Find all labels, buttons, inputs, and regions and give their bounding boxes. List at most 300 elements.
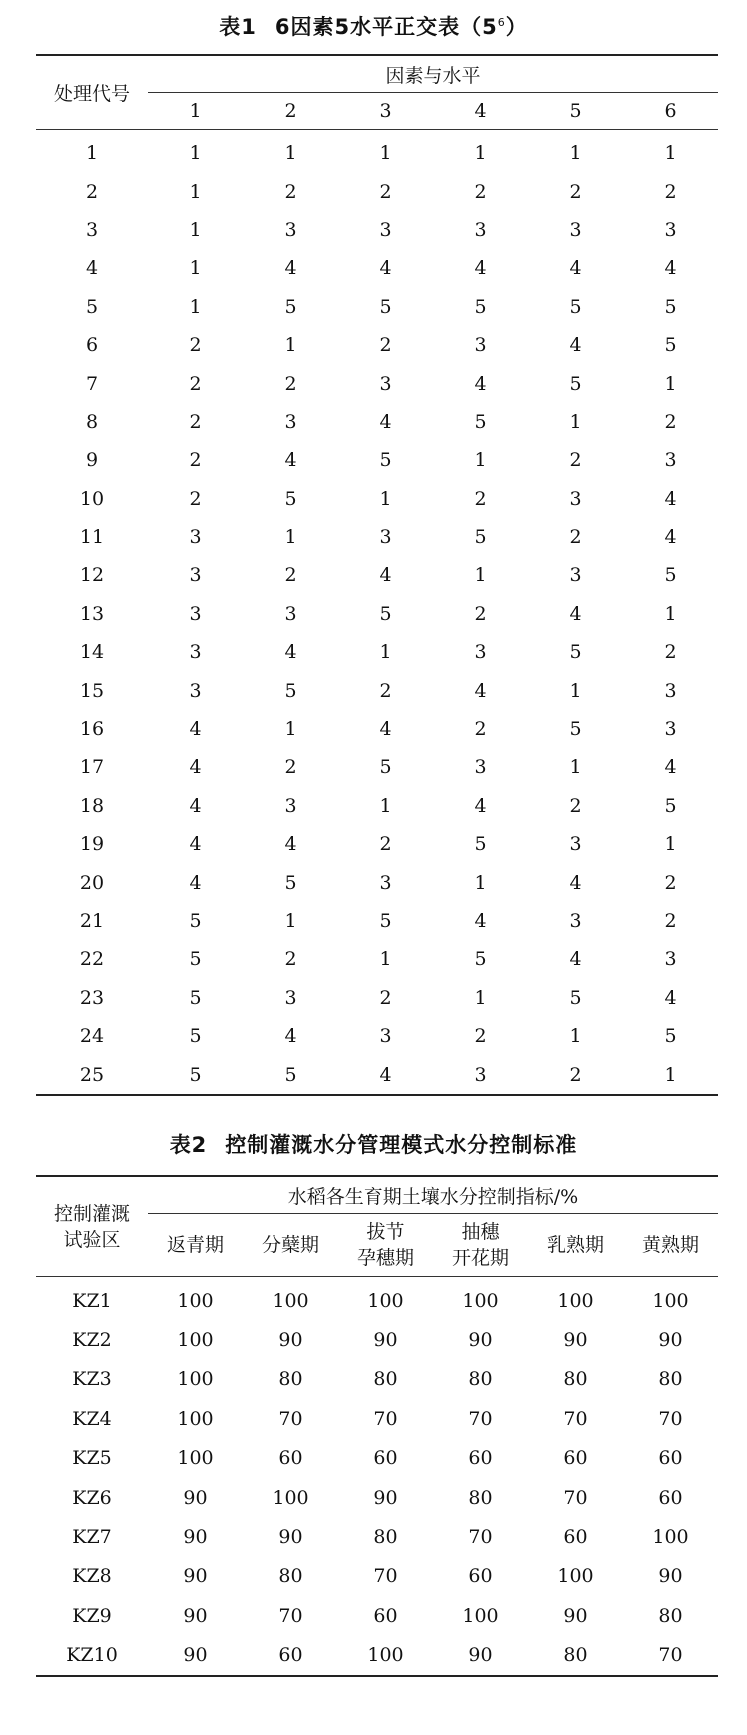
table2-cell: 90 <box>658 1565 683 1588</box>
table1-cell: 1 <box>569 142 582 165</box>
table1-cell: 4 <box>284 449 297 472</box>
table2-cell: 90 <box>563 1604 588 1627</box>
table-row <box>36 633 718 671</box>
table1-treatment-code: 20 <box>79 871 105 894</box>
table1-cell: 3 <box>379 526 392 549</box>
table2-cell: 80 <box>528 1636 623 1676</box>
table1-treatment-code: 25 <box>36 1055 148 1094</box>
table1-cell: 5 <box>664 794 677 817</box>
table1-cell: 5 <box>569 986 582 1009</box>
table1-cell: 3 <box>379 871 392 894</box>
table2-cell: 70 <box>373 1565 398 1588</box>
table1-cell: 4 <box>569 871 582 894</box>
table1-cell: 3 <box>664 948 677 971</box>
table2-zone-code: KZ1 <box>72 1289 112 1312</box>
table-row <box>36 403 718 441</box>
table2-cell: 70 <box>278 1407 303 1430</box>
table-row <box>36 1399 718 1438</box>
table1-group-header: 因素与水平 <box>148 56 718 93</box>
table1-cell: 5 <box>189 1025 202 1048</box>
table2-zone-code: KZ8 <box>72 1565 112 1588</box>
table1-caption-superscript: 6 <box>497 16 506 29</box>
table1-treatment-code: 4 <box>85 257 99 280</box>
table1-treatment-code: 15 <box>79 679 105 702</box>
table1-cell: 3 <box>189 641 202 664</box>
table1-cell: 5 <box>569 641 582 664</box>
table1-treatment-code: 5 <box>85 295 99 318</box>
table1-cell: 5 <box>148 1055 243 1094</box>
table1-cell: 5 <box>474 410 487 433</box>
table1-column-header: 1 <box>148 93 243 130</box>
table1-cell: 4 <box>664 257 677 280</box>
table2-column-header <box>433 1214 528 1277</box>
table2-column-header-line1: 黄熟期 <box>641 1234 699 1256</box>
table2-caption-number: 表2 <box>169 1133 208 1157</box>
table1-treatment-code: 17 <box>79 756 105 779</box>
table1-cell: 2 <box>379 833 392 856</box>
table-row <box>36 1636 718 1676</box>
table2-cell: 80 <box>278 1565 303 1588</box>
table1-treatment-code: 21 <box>79 910 105 932</box>
table2-column-header-line1: 返青期 <box>166 1234 224 1256</box>
table1-cell: 3 <box>569 910 582 932</box>
table2-column-header <box>148 1214 243 1277</box>
table-row <box>36 556 718 594</box>
table2-column-header-line1: 乳熟期 <box>546 1234 604 1256</box>
table-row <box>36 671 718 709</box>
table2-row-header <box>36 1177 148 1277</box>
table2-caption <box>0 1128 747 1162</box>
table1-column-header: 5 <box>528 93 623 130</box>
table2-cell: 80 <box>563 1368 588 1391</box>
table1-cell: 1 <box>284 526 297 549</box>
table1-cell: 3 <box>284 794 297 817</box>
table2-cell: 90 <box>183 1526 208 1549</box>
table1-cell: 5 <box>664 295 677 318</box>
table1-cell: 5 <box>243 1055 338 1094</box>
table1-cell: 5 <box>379 910 392 932</box>
table-row <box>36 1360 718 1399</box>
table1-cell: 2 <box>379 986 392 1009</box>
table1-cell: 1 <box>664 142 677 165</box>
table1-cell: 3 <box>569 564 582 587</box>
table1-caption-close: ） <box>505 15 528 39</box>
table2-column-header-line1: 拔节 <box>366 1221 405 1243</box>
table1-treatment-code: 7 <box>85 372 99 395</box>
table1-treatment-code: 23 <box>79 986 105 1009</box>
table2-group-header: 水稻各生育期土壤水分控制指标/% <box>148 1177 718 1214</box>
table2-cell: 70 <box>623 1636 718 1676</box>
table1-cell: 5 <box>284 679 297 702</box>
table1-cell: 4 <box>474 679 487 702</box>
table1-cell: 5 <box>379 295 392 318</box>
table1-cell: 3 <box>569 487 582 510</box>
table1-cell: 3 <box>569 218 582 241</box>
table1-cell: 4 <box>284 641 297 664</box>
table1-cell: 2 <box>474 487 487 510</box>
table1-cell: 1 <box>284 910 297 932</box>
table1-cell: 1 <box>379 641 392 664</box>
table1-cell: 5 <box>474 948 487 971</box>
table1-cell: 1 <box>623 1055 718 1094</box>
table1-cell: 2 <box>569 449 582 472</box>
table2-column-header <box>338 1214 433 1277</box>
table2-cell: 100 <box>652 1289 689 1312</box>
table2-cell: 90 <box>373 1486 398 1509</box>
table2-cell: 70 <box>468 1407 493 1430</box>
table2-cell: 60 <box>658 1486 683 1509</box>
table1-cell: 3 <box>284 602 297 625</box>
table1-cell: 4 <box>569 602 582 625</box>
table1-cell: 1 <box>189 180 202 203</box>
table1-cell: 2 <box>379 334 392 357</box>
table2-cell: 90 <box>183 1486 208 1509</box>
table2-cell: 100 <box>462 1289 499 1312</box>
table1-cell: 3 <box>379 372 392 395</box>
table1-cell: 4 <box>189 756 202 779</box>
table-row <box>36 480 718 518</box>
table1-cell: 1 <box>379 948 392 971</box>
table-row <box>36 902 718 940</box>
table1-cell: 3 <box>189 679 202 702</box>
table1-cell: 1 <box>474 871 487 894</box>
table2-cell: 60 <box>373 1604 398 1627</box>
table-row <box>36 863 718 901</box>
table1-cell: 5 <box>189 910 202 932</box>
table-row <box>36 940 718 978</box>
table1-cell: 4 <box>284 257 297 280</box>
table2-zone-code: KZ9 <box>72 1604 112 1627</box>
table1-cell: 4 <box>569 334 582 357</box>
table2-zone-code: KZ6 <box>72 1486 112 1509</box>
table1-cell: 1 <box>189 142 202 165</box>
table1-treatment-code: 10 <box>79 487 105 510</box>
table2-cell: 100 <box>177 1289 214 1312</box>
table1-cell: 2 <box>664 180 677 203</box>
table-row <box>36 979 718 1017</box>
table1-cell: 4 <box>284 833 297 856</box>
table-row <box>36 1277 718 1321</box>
table-row <box>36 1017 718 1055</box>
table2-cell: 70 <box>373 1407 398 1430</box>
table2-cell: 100 <box>338 1636 433 1676</box>
table-row <box>36 1439 718 1478</box>
table1-treatment-code: 16 <box>79 718 105 741</box>
table1-cell: 4 <box>379 718 392 741</box>
table1-cell: 3 <box>189 526 202 549</box>
table1-cell: 5 <box>189 948 202 971</box>
table1-cell: 4 <box>474 372 487 395</box>
table1-cell: 1 <box>474 449 487 472</box>
table2-cell: 100 <box>367 1289 404 1312</box>
table2-cell: 100 <box>652 1526 689 1549</box>
table-row <box>36 364 718 402</box>
table1-cell: 5 <box>474 526 487 549</box>
table1-cell: 2 <box>189 449 202 472</box>
table1-cell: 2 <box>664 641 677 664</box>
table1-cell: 2 <box>379 679 392 702</box>
table2-cell: 90 <box>278 1526 303 1549</box>
table1-cell: 3 <box>284 218 297 241</box>
table2-cell: 100 <box>177 1329 214 1352</box>
table1-cell: 1 <box>664 372 677 395</box>
table1-cell: 3 <box>379 1025 392 1048</box>
table2-cell: 60 <box>278 1447 303 1470</box>
table1-cell: 1 <box>189 295 202 318</box>
table2-cell: 80 <box>373 1526 398 1549</box>
table1-cell: 3 <box>664 718 677 741</box>
table1-cell: 5 <box>189 986 202 1009</box>
table2-water-control-standard <box>36 1175 718 1677</box>
table2-cell: 100 <box>177 1368 214 1391</box>
table2-zone-code: KZ2 <box>72 1329 112 1352</box>
table2-row-header-line1: 控制灌溉 <box>53 1202 130 1225</box>
table2-cell: 90 <box>278 1329 303 1352</box>
table1-cell: 1 <box>569 1025 582 1048</box>
table2-column-header-line2: 开花期 <box>451 1247 509 1269</box>
table-row <box>36 825 718 863</box>
table1-cell: 4 <box>474 910 487 932</box>
table1-cell: 1 <box>189 218 202 241</box>
table1-cell: 5 <box>284 487 297 510</box>
table1-cell: 3 <box>379 218 392 241</box>
table1-cell: 1 <box>284 142 297 165</box>
table1-cell: 3 <box>474 756 487 779</box>
table2-zone-code: KZ10 <box>36 1636 148 1676</box>
table2-cell: 60 <box>468 1447 493 1470</box>
table2-cell: 80 <box>658 1368 683 1391</box>
table1-treatment-code: 1 <box>85 142 99 165</box>
table1-cell: 2 <box>569 526 582 549</box>
table1-treatment-code: 19 <box>79 833 105 856</box>
table1-cell: 2 <box>664 871 677 894</box>
table1-cell: 1 <box>189 257 202 280</box>
table1-treatment-code: 14 <box>79 641 105 664</box>
table2-cell: 100 <box>177 1447 214 1470</box>
table1-column-header: 4 <box>433 93 528 130</box>
table1-cell: 4 <box>569 948 582 971</box>
table-row <box>36 288 718 326</box>
table1-cell: 2 <box>528 1055 623 1094</box>
table2-column-header-line2: 孕穗期 <box>356 1247 414 1269</box>
table1-cell: 5 <box>379 449 392 472</box>
table1-cell: 1 <box>569 410 582 433</box>
table-row <box>36 441 718 479</box>
table-row <box>36 787 718 825</box>
table-row <box>36 1478 718 1517</box>
table2-column-header-line1: 分蘖期 <box>261 1234 319 1256</box>
table1-cell: 3 <box>474 334 487 357</box>
table1-cell: 5 <box>379 602 392 625</box>
table1-treatment-code: 24 <box>79 1025 105 1048</box>
table2-cell: 70 <box>563 1407 588 1430</box>
table1-treatment-code: 13 <box>79 602 105 625</box>
table1-cell: 2 <box>569 180 582 203</box>
table1-caption-number: 表1 <box>219 15 257 39</box>
table2-cell: 90 <box>183 1565 208 1588</box>
table2-cell: 90 <box>148 1636 243 1676</box>
table2-row-header-line2: 试验区 <box>63 1228 121 1251</box>
table1-orthogonal-array <box>36 54 718 1096</box>
table1-caption <box>0 6 747 40</box>
table2-column-header <box>623 1214 718 1277</box>
table-row <box>36 1557 718 1596</box>
table1-cell: 2 <box>189 487 202 510</box>
table2-cell: 70 <box>468 1526 493 1549</box>
table1-cell: 2 <box>664 910 677 932</box>
table1-cell: 1 <box>379 142 392 165</box>
table1-cell: 4 <box>474 257 487 280</box>
table-row <box>36 130 718 173</box>
table2-cell: 100 <box>272 1486 309 1509</box>
table1-treatment-code: 2 <box>85 180 99 203</box>
table1-cell: 1 <box>474 986 487 1009</box>
table-row <box>36 172 718 210</box>
table1-cell: 4 <box>664 526 677 549</box>
table1-column-header: 6 <box>623 93 718 130</box>
table2-zone-code: KZ3 <box>72 1368 112 1391</box>
table1-cell: 4 <box>189 794 202 817</box>
table1-cell: 1 <box>664 602 677 625</box>
table1-treatment-code: 9 <box>85 449 99 472</box>
table1-cell: 3 <box>664 449 677 472</box>
table2-caption-title: 控制灌溉水分管理模式水分控制标准 <box>225 1133 578 1157</box>
table1-cell: 3 <box>284 986 297 1009</box>
table1-cell: 2 <box>664 410 677 433</box>
table2-cell: 90 <box>563 1329 588 1352</box>
table1-treatment-code: 6 <box>85 334 99 357</box>
table-row <box>36 518 718 556</box>
table1-cell: 5 <box>474 833 487 856</box>
table1-cell: 3 <box>189 602 202 625</box>
table2-cell: 80 <box>278 1368 303 1391</box>
table2-column-header-line1: 抽穗 <box>461 1221 500 1243</box>
table1-cell: 5 <box>569 372 582 395</box>
table2-cell: 80 <box>468 1368 493 1391</box>
table1-cell: 2 <box>569 794 582 817</box>
table2-column-header <box>243 1214 338 1277</box>
table2-cell: 70 <box>563 1486 588 1509</box>
table2-cell: 70 <box>658 1407 683 1430</box>
table1-cell: 2 <box>379 180 392 203</box>
table1-treatment-code: 3 <box>85 218 99 241</box>
table1-cell: 4 <box>379 564 392 587</box>
table-row <box>36 326 718 364</box>
table1-cell: 2 <box>474 718 487 741</box>
table1-caption-title: 6因素5水平正交表（5 <box>274 15 498 39</box>
table1-cell: 1 <box>284 334 297 357</box>
table2-cell: 100 <box>557 1565 594 1588</box>
table1-cell: 2 <box>189 410 202 433</box>
table2-cell: 100 <box>462 1604 499 1627</box>
table1-cell: 5 <box>284 871 297 894</box>
table2-cell: 60 <box>563 1447 588 1470</box>
table1-cell: 2 <box>474 180 487 203</box>
table1-cell: 4 <box>569 257 582 280</box>
table-row <box>36 1320 718 1359</box>
table2-cell: 80 <box>468 1486 493 1509</box>
table2-cell: 60 <box>468 1565 493 1588</box>
table1-cell: 4 <box>189 833 202 856</box>
table-row <box>36 1517 718 1556</box>
table2-cell: 90 <box>373 1329 398 1352</box>
table1-cell: 4 <box>664 756 677 779</box>
table1-cell: 1 <box>569 756 582 779</box>
table1-cell: 1 <box>284 718 297 741</box>
table1-treatment-code: 8 <box>85 410 99 433</box>
table1-cell: 4 <box>474 794 487 817</box>
table-row <box>36 595 718 633</box>
table1-cell: 1 <box>379 487 392 510</box>
table1-treatment-code: 22 <box>79 948 105 971</box>
table2-cell: 70 <box>278 1604 303 1627</box>
table1-cell: 4 <box>338 1055 433 1094</box>
table1-cell: 4 <box>284 1025 297 1048</box>
table1-cell: 3 <box>433 1055 528 1094</box>
table2-cell: 100 <box>272 1289 309 1312</box>
table1-column-header: 2 <box>243 93 338 130</box>
table1-row-header: 处理代号 <box>36 56 148 130</box>
table2-cell: 100 <box>557 1289 594 1312</box>
table2-cell: 90 <box>468 1329 493 1352</box>
table1-treatment-code: 11 <box>79 526 105 549</box>
table1-column-header: 3 <box>338 93 433 130</box>
table2-cell: 80 <box>373 1368 398 1391</box>
table1-cell: 2 <box>284 180 297 203</box>
table1-cell: 4 <box>379 257 392 280</box>
table1-cell: 5 <box>284 295 297 318</box>
table1-cell: 1 <box>569 679 582 702</box>
table1-cell: 1 <box>379 794 392 817</box>
table1-cell: 5 <box>474 295 487 318</box>
table2-zone-code: KZ4 <box>72 1407 112 1430</box>
table1-cell: 2 <box>189 372 202 395</box>
table1-cell: 2 <box>284 372 297 395</box>
table-row <box>36 1596 718 1635</box>
table1-cell: 5 <box>569 718 582 741</box>
table1-cell: 5 <box>664 1025 677 1048</box>
table1-cell: 3 <box>284 410 297 433</box>
table2-cell: 90 <box>183 1604 208 1627</box>
table1-cell: 3 <box>664 679 677 702</box>
table1-cell: 3 <box>569 833 582 856</box>
table1-cell: 4 <box>189 871 202 894</box>
table1-cell: 4 <box>664 487 677 510</box>
table1-cell: 4 <box>189 718 202 741</box>
table1-cell: 2 <box>284 756 297 779</box>
table2-column-header <box>528 1214 623 1277</box>
table-row <box>36 211 718 249</box>
table2-cell: 90 <box>658 1329 683 1352</box>
table2-cell: 80 <box>658 1604 683 1627</box>
table1-treatment-code: 18 <box>79 794 105 817</box>
table2-cell: 60 <box>373 1447 398 1470</box>
table1-cell: 2 <box>474 602 487 625</box>
table1-cell: 4 <box>664 986 677 1009</box>
table1-cell: 2 <box>474 1025 487 1048</box>
table1-cell: 5 <box>569 295 582 318</box>
table1-cell: 1 <box>474 564 487 587</box>
table2-zone-code: KZ5 <box>72 1447 112 1470</box>
table-row <box>36 748 718 786</box>
table1-cell: 5 <box>379 756 392 779</box>
table1-cell: 5 <box>664 334 677 357</box>
table2-cell: 90 <box>433 1636 528 1676</box>
table1-cell: 3 <box>664 218 677 241</box>
table1-cell: 5 <box>664 564 677 587</box>
table1-cell: 2 <box>189 334 202 357</box>
table1-cell: 2 <box>284 948 297 971</box>
